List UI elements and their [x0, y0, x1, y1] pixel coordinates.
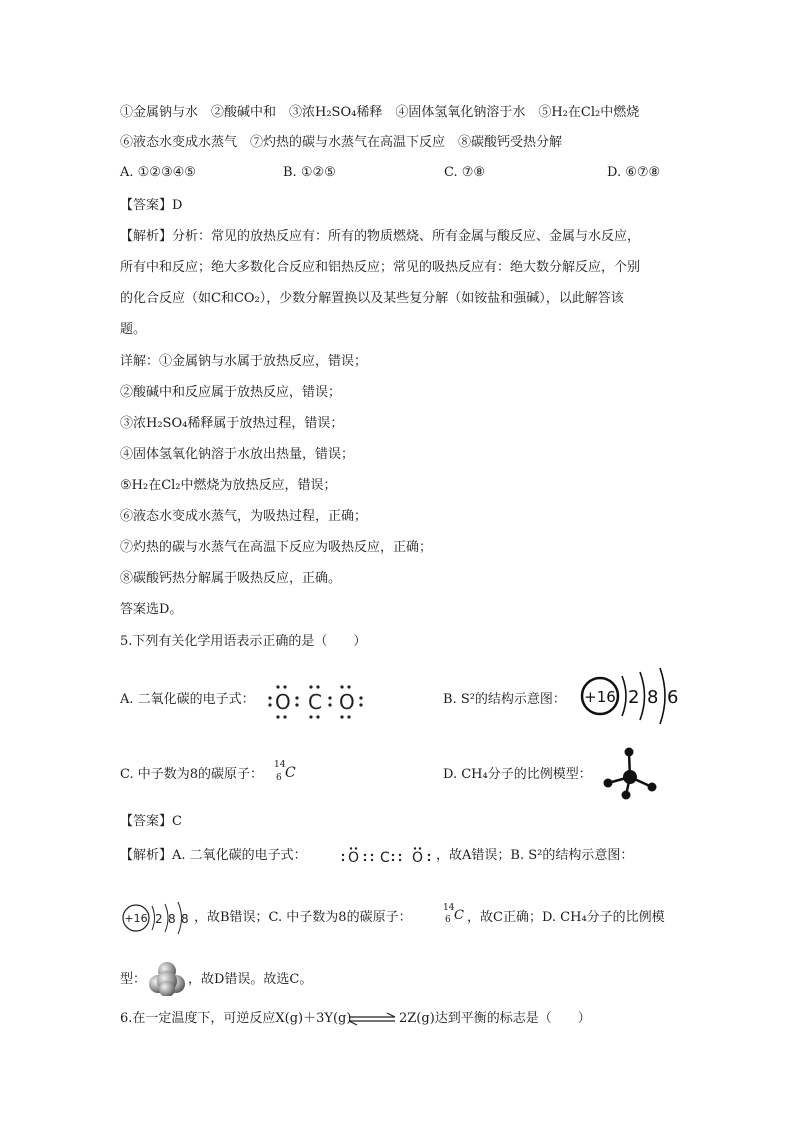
q4-detail-line6: ⑥液态水变成水蒸气，为吸热过程，正确；	[120, 509, 368, 524]
q4-analysis-line1: 【解析】分析：常见的放热反应有：所有的物质燃烧、所有金属与酸反应、金属与水反应，	[120, 229, 641, 244]
q5-option-a: A. 二氧化碳的电子式：	[120, 692, 255, 707]
q5-analysis-part5: 型：	[120, 972, 147, 987]
q4-detail-line7: ⑦灼热的碳与水蒸气在高温下反应为吸热反应，正确；	[120, 540, 433, 555]
sulfur-ion-structure-diagram	[578, 666, 688, 726]
q6-stem-part2: 2Z(g)达到平衡的标志是（ ）	[399, 1011, 591, 1026]
methane-ball-stick-model	[600, 745, 660, 800]
co2-atom-c: C	[308, 690, 322, 714]
answer-nucleus-label: +16	[124, 912, 148, 925]
q6-stem-part1: 6.在一定温度下，可逆反应X(g)＋3Y(g)	[120, 1011, 352, 1026]
q4-option-a: A. ①②③④⑤	[120, 165, 196, 180]
q4-detail-line2: ②酸碱中和反应属于放热反应，错误；	[120, 385, 342, 400]
carbon-isotope-notation-answer	[443, 903, 467, 931]
q4-detail-line8: ⑧碳酸钙热分解属于吸热反应，正确。	[120, 571, 342, 586]
q4-analysis-line4: 题。	[120, 322, 147, 337]
q4-items-line2: ⑥液态水变成水蒸气 ⑦灼热的碳与水蒸气在高温下反应 ⑧碳酸钙受热分解	[120, 135, 563, 150]
q4-detail-line3: ③浓H₂SO₄稀释属于放热过程，错误；	[120, 416, 344, 431]
q5-option-d: D. CH₄分子的比例模型：	[443, 767, 592, 782]
co2-atom-o-right: O	[339, 690, 355, 714]
q4-option-c: C. ⑦⑧	[444, 165, 486, 180]
shell-2-count: 8	[647, 687, 659, 708]
q4-option-b: B. ①②⑤	[283, 165, 336, 180]
q5-option-b: B. S²的结构示意图：	[443, 692, 566, 707]
co2-electron-dot-answer	[340, 846, 434, 868]
answer-atom-o-right: O	[412, 850, 424, 866]
answer-atom-c: C	[380, 850, 390, 866]
q5-analysis-part2: ，故A错误；B. S²的结构示意图：	[436, 848, 634, 863]
q5-answer: 【答案】C	[120, 814, 182, 829]
q4-detail-line4: ④固体氢氧化钠溶于水放出热量，错误；	[120, 447, 355, 462]
q4-items-line1: ①金属钠与水 ②酸碱中和 ③浓H₂SO₄稀释 ④固体氢氧化钠溶于水 ⑤H₂在Cl₂中燃烧	[120, 105, 640, 120]
sulfide-structure-diagram-answer	[120, 898, 192, 938]
q5-analysis-part3: ，故B错误；C. 中子数为8的碳原子：	[194, 910, 412, 925]
reversible-arrow-icon	[347, 1012, 397, 1026]
q4-option-d: D. ⑥⑦⑧	[607, 165, 661, 180]
q5-analysis-part6: ，故D错误。故选C。	[188, 972, 313, 987]
isotope-symbol: C	[285, 765, 296, 781]
q5-analysis-part1: 【解析】A. 二氧化碳的电子式：	[120, 848, 307, 863]
answer-isotope-symbol: C	[454, 908, 464, 923]
q4-detail-line1: 详解：①金属钠与水属于放热反应，错误；	[120, 354, 368, 369]
q4-analysis-line3: 的化合反应（如C和CO₂），少数分解置换以及某些复分解（如铵盐和强碱），以此解答该	[120, 291, 624, 306]
answer-isotope-mass: 14	[443, 903, 455, 913]
isotope-mass-number: 14	[274, 760, 286, 770]
q5-analysis-part4: ，故C正确；D. CH₄分子的比例模	[467, 910, 665, 925]
co2-atom-o-left: O	[275, 690, 291, 714]
isotope-atomic-number: 6	[276, 773, 282, 783]
shell-3-count: 6	[667, 687, 679, 708]
answer-isotope-atomic: 6	[445, 915, 451, 925]
answer-shell-1: 2	[155, 912, 163, 926]
q5-option-c: C. 中子数为8的碳原子：	[120, 767, 264, 782]
co2-electron-dot-diagram	[265, 681, 365, 721]
q4-answer: 【答案】D	[120, 198, 183, 213]
answer-atom-o-left: O	[348, 850, 360, 866]
answer-shell-3: 8	[181, 912, 189, 926]
nucleus-label: +16	[584, 688, 616, 706]
shell-1-count: 2	[628, 687, 640, 708]
q5-stem: 5.下列有关化学用语表示正确的是（ ）	[120, 634, 367, 649]
methane-space-filling-model	[146, 960, 188, 996]
q4-analysis-line2: 所有中和反应；绝大多数化合反应和铝热反应；常见的吸热反应有：绝大数分解反应，个别	[120, 260, 641, 275]
q4-detail-line9: 答案选D。	[120, 602, 183, 617]
q4-detail-line5: ⑤H₂在Cl₂中燃烧为放热反应，错误；	[120, 478, 337, 493]
answer-shell-2: 8	[168, 912, 176, 926]
carbon-isotope-notation	[274, 760, 304, 790]
